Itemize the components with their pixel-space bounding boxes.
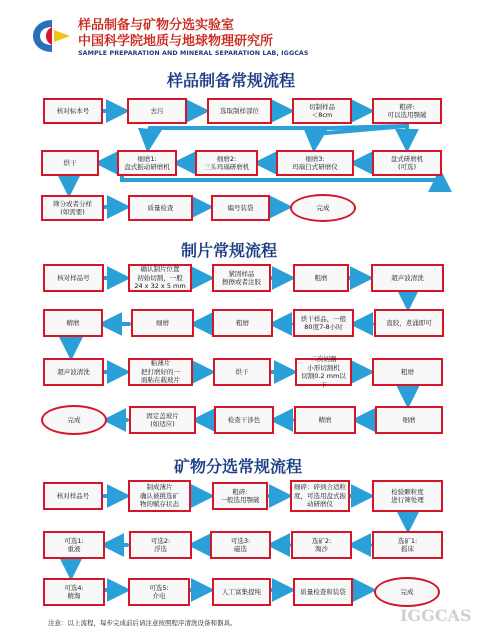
step-box: 细磨3: 玛瑙臼式研磨仪 (276, 150, 354, 176)
step-box: 精磨 (294, 406, 356, 434)
watermark: IGGCAS (400, 606, 472, 625)
step-box: 粗碎: 一般选用颚破 (212, 482, 268, 510)
step-box: 粘薄片 把打磨好的一 面粘在载玻片 (128, 358, 193, 386)
step-box: 超声波清洗 (43, 358, 104, 386)
step-box: 质量检查 (128, 195, 193, 221)
step-box: 细磨2: 三头玛瑙研磨机 (195, 150, 258, 176)
step-box: 可选2: 浮选 (129, 531, 192, 559)
footer-note: 注意：以上流程，每步完成前后请注意按照程序清洗设备和器具。 (48, 619, 237, 627)
step-box-end: 完成 (41, 405, 107, 435)
step-box: 粗磨 (212, 309, 273, 337)
step-box: 检验颗粒度 进行筛处理 (372, 480, 443, 512)
step-box: 切制样品 ＜8cm (292, 98, 352, 124)
step-box: 可选4: 精淘 (43, 578, 105, 606)
step-box: 粗磨 (372, 358, 443, 386)
step-box: 可选5: 介电 (128, 578, 190, 606)
step-box: 细磨 (131, 309, 194, 337)
step-box-end: 完成 (374, 577, 440, 607)
step-box: 核对样品号 (43, 482, 103, 510)
step-box: 直胶，煮涌即可 (374, 309, 444, 337)
org-name-line2: 中国科学院地质与地球物理研究所 (78, 34, 274, 49)
section-title-mineral-separation: 矿物分选常规流程 (174, 457, 303, 476)
step-box: 可选1: 重液 (43, 531, 105, 559)
section-title-sample-prep: 样品制备常规流程 (167, 71, 296, 90)
section-title-thin-section: 制片常规流程 (181, 241, 278, 260)
step-box: 选矿1: 摇床 (372, 531, 443, 559)
step-box: 烘干 (41, 150, 99, 176)
org-name-line1: 样品制备与矿物分选实验室 (78, 18, 235, 33)
step-box: 人工富集提纯 (212, 578, 271, 606)
step-box: 细碎：碎到合适粒 度，可选用盘式振 动研磨仪 (290, 480, 350, 512)
step-box: 烘干样品，一般 80度7-8小时 (293, 309, 354, 337)
step-box: 盘式研磨机 (可选) (372, 150, 442, 176)
step-box: 精磨 (43, 309, 103, 337)
step-box-end: 完成 (290, 194, 356, 222)
step-box: 超声波清洗 (371, 264, 444, 292)
step-box: 细磨 (375, 406, 443, 434)
step-box: 核对样品号 (43, 264, 104, 292)
step-box: 选矿2: 淘沙 (291, 531, 352, 559)
step-box: 紧固样品 擦擦或者注胶 (212, 264, 271, 292)
step-box: 质量检查和装袋 (293, 578, 353, 606)
step-box: 粗磨 (293, 264, 349, 292)
step-box: 制成薄片 确认被挑选矿 物的赋存状态 (128, 480, 191, 512)
step-box: 固定盖玻片 (如适应) (129, 406, 196, 434)
step-box: 二次切割 小形切割机 切割0.2 mm以下 (295, 358, 352, 386)
step-box: 去污 (127, 98, 187, 124)
org-name-english: SAMPLE PREPARATION AND MINERAL SEPARATION LAB, IGGCAS (78, 50, 309, 57)
step-box: 粗碎: 可以选用颚破 (372, 98, 442, 124)
step-box: 筛分或者分样 (如需要) (41, 195, 104, 221)
step-box: 核对标本号 (43, 98, 103, 124)
step-box: 编号装袋 (211, 195, 270, 221)
step-box: 选取制样部位 (207, 98, 272, 124)
step-box: 细磨1: 盘式振动研磨机 (117, 150, 177, 176)
step-box: 可选3: 磁选 (210, 531, 271, 559)
step-box: 确认制片位置 初始切割，一般 24 x 32 x 5 mm (128, 264, 192, 292)
step-box: 检查干涉色 (214, 406, 274, 434)
step-box: 烘干 (213, 358, 271, 386)
